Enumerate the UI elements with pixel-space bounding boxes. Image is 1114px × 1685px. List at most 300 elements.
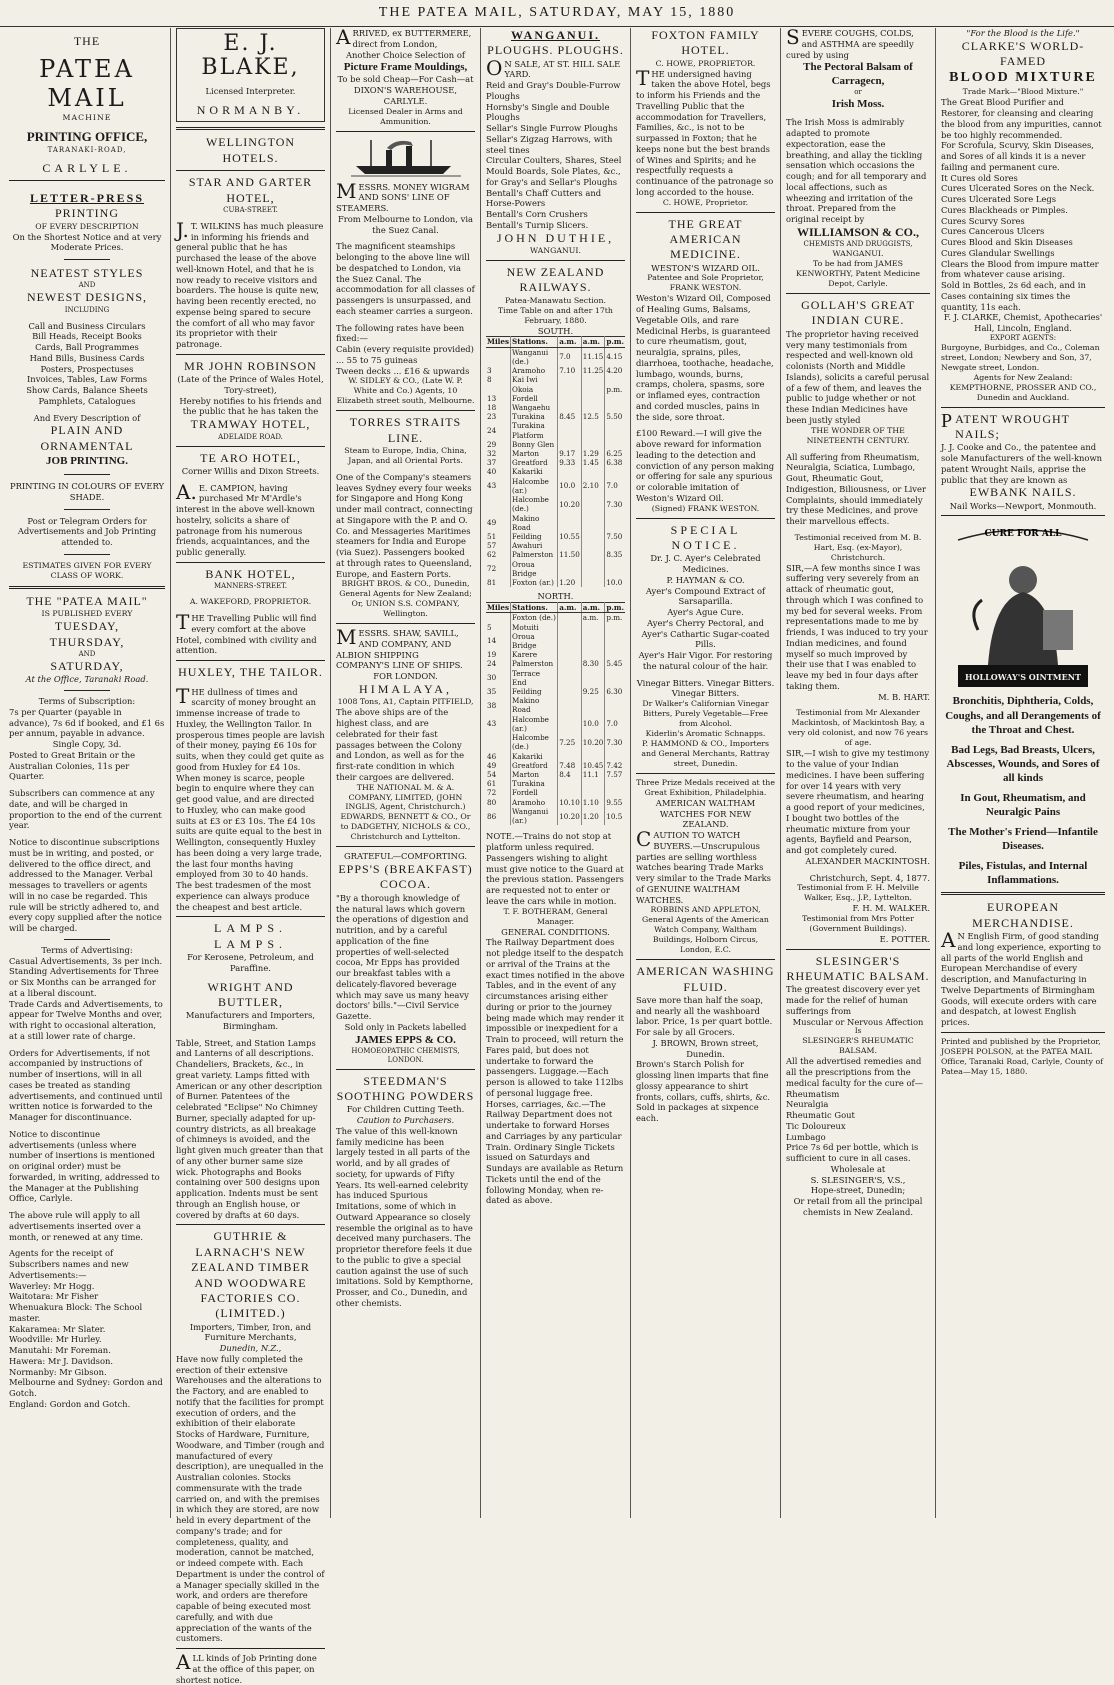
timetable-row bbox=[486, 788, 625, 797]
weston-signed: (Signed) FRANK WESTON. bbox=[651, 503, 760, 513]
column-7 bbox=[935, 28, 1110, 1518]
timetable-header bbox=[486, 603, 625, 613]
timetable-cell: Marton bbox=[511, 449, 558, 458]
cures-list bbox=[786, 1089, 930, 1143]
timetable-cell bbox=[581, 696, 605, 714]
timetable-cell: 62 bbox=[486, 550, 511, 559]
himalaya-name: HIMALAYA, bbox=[359, 681, 452, 696]
timetable-row bbox=[486, 761, 625, 770]
timetable-row bbox=[486, 650, 625, 659]
timetable-cell: 7.50 bbox=[606, 532, 623, 542]
weston-heading: WESTON'S WIZARD OIL. bbox=[651, 262, 760, 273]
timetable-cell: 9.55 bbox=[606, 797, 623, 807]
waltham-caution: CAUTION TO WATCH BUYERS.—Unscrupulous parties are selling worthless watches bearing Trade Marks very similar to the Trade Marks of GENUINE WALTHAM WATCHES. bbox=[636, 827, 771, 905]
timetable-row bbox=[486, 632, 625, 650]
timetable-cell bbox=[581, 779, 605, 788]
sold-bottles: Sold in Bottles, 2s 6d each, and in Cases containing six times the quantity, 11s each. bbox=[941, 280, 1086, 312]
timetable-row bbox=[486, 752, 625, 761]
trade-mark: Trade Mark—"Blood Mixture." bbox=[962, 87, 1084, 97]
suffering-text: All suffering from Rheumatism, Neuralgia, Sciatica, Lumbago, Gout, Rheumatic Gout, Indigestion, Biliousness, or Liver Complaints, should immediately try these Medicines, and prove their marvellous effects. bbox=[786, 451, 926, 527]
timetable-row bbox=[486, 779, 625, 788]
list-item: Reid and Gray's Double-Furrow Ploughs bbox=[486, 80, 621, 101]
timetable-row bbox=[486, 514, 625, 532]
hart-signed: M. B. HART. bbox=[878, 691, 930, 702]
adverts-text: All the advertised remedies and all the prescriptions from the medical faculty for the cure of— bbox=[786, 1056, 923, 1088]
agents-list bbox=[9, 1281, 165, 1410]
timetable-cell: 14 bbox=[486, 632, 511, 650]
timetable-cell bbox=[581, 788, 605, 797]
header-cell: Miles bbox=[487, 337, 510, 347]
timetable-row bbox=[486, 394, 625, 403]
timetable-cell bbox=[558, 541, 582, 550]
timetable-cell: Turakina bbox=[511, 779, 558, 788]
list-item: For Scrofula, Scurvy, Skin Diseases, and Sores of all kinds it is a never failing and permanent cure. bbox=[941, 140, 1094, 172]
timetable-cell: 13 bbox=[486, 394, 511, 403]
rule-text: The above rule will apply to all advertisements inserted over a month, or renewed at any time. bbox=[9, 1210, 144, 1242]
wright-manu: Manufacturers and Importers, bbox=[185, 1010, 316, 1021]
timetable-cell: 11.15 bbox=[581, 347, 605, 366]
fare-cabin: Cabin (every requisite provided) ... 55 to 75 guineas bbox=[336, 344, 474, 365]
list-item: Hand Bills, Business Cards bbox=[29, 352, 145, 363]
timetable-cell: 10.20 bbox=[581, 733, 605, 751]
the-label: THE bbox=[73, 34, 101, 48]
guthrie-heading: GUTHRIE & LARNACH'S NEW ZEALAND TIMBER AND WOODWARE FACTORIES CO. (LIMITED.) bbox=[191, 1229, 310, 1321]
or-label: or bbox=[854, 88, 862, 97]
list-item: Rheumatic Gout bbox=[786, 1110, 855, 1121]
timetable-cell: 1.45 bbox=[581, 458, 605, 467]
potter-testimonial: Testimonial from Mrs Potter (Government Buildings). bbox=[802, 914, 914, 933]
timetable-cell bbox=[581, 403, 605, 412]
timetable-cell bbox=[581, 752, 605, 761]
blood-mixture: BLOOD MIXTURE bbox=[949, 70, 1097, 86]
timetable-cell: 7.10 bbox=[558, 366, 582, 375]
timetable-cell: 23 bbox=[486, 412, 511, 421]
timetable-cell: 24 bbox=[486, 421, 511, 439]
gollah-text: The proprietor having received very many testimonials from respected and well-known old colonists (North and Middle Islands), solicits a careful perusal of a few of them, and leaves the public to judge whether or not these Indian Medicines have been justly styled bbox=[786, 328, 930, 425]
prize-medals: Three Prize Medals received at the Great Exhibition, Philadelphia. bbox=[636, 777, 775, 797]
shortest-notice: On the Shortest Notice and at very Moderate Prices. bbox=[12, 231, 162, 253]
wakeford: A. WAKEFORD, PROPRIETOR. bbox=[189, 597, 312, 607]
timetable-cell: 7.0 bbox=[606, 481, 618, 491]
guthrie-dunedin: Dunedin, N.Z., bbox=[219, 1343, 282, 1354]
job-printing: JOB PRINTING. bbox=[46, 455, 128, 468]
timetable-row bbox=[486, 347, 625, 366]
timetable-cell: 80 bbox=[486, 798, 511, 807]
steedman-text: The value of this well-known family medicine has been largely tested in all parts of the world, and by all grades of society, for upwards of Fifty Years. Its well-earned celebrity has induced Spurious Imitations, some of which in Outward Appearance so closely resemble the original as to have deceived many purchasers. The proprietor therefore feels it due to the public to give a special caution against the use of such imitations. Sold by Kempthorne, Prosser, and Co., Dunedin, and other chemists. bbox=[336, 1125, 474, 1308]
north-heading: NORTH. bbox=[537, 591, 574, 602]
lamps-for: For Kerosene, Petroleum, and Paraffine. bbox=[187, 952, 314, 973]
holloway-engraving-icon bbox=[948, 520, 1098, 690]
bank-street: MANNERS-STREET. bbox=[213, 582, 288, 591]
timetable-cell: Awahuri bbox=[511, 541, 558, 550]
list-item: Circular Coulters, Shares, Steel Mould Boards, Sole Plates, &c., for Gray's and Sellar's Ploughs bbox=[486, 155, 622, 187]
timetable-cell: Oroua Bridge bbox=[511, 560, 558, 578]
timetable-cell bbox=[581, 375, 605, 384]
irish-text: The Irish Moss is admirably adapted to promote expectoration, ease the breathing, and allay the tickling sensation which occasions the cough; and for all temporary and local affections, such as wheezing and irritation of the throat. Prepared from the original receipt by bbox=[786, 117, 927, 225]
timetable-cell: 43 bbox=[486, 477, 511, 495]
waltham-heading: AMERICAN WALTHAM WATCHES FOR NEW ZEALAND. bbox=[655, 797, 756, 830]
nails-text: J. J. Cooke and Co., the patentee and sole Manufacturers of the well-known patent Wrought Nails, apprise the public that they are known as bbox=[941, 442, 1103, 485]
wright-heading: WRIGHT AND BUTTLER, bbox=[207, 979, 294, 1009]
masthead-title: THE PATEA MAIL, SATURDAY, MAY 15, 1880 bbox=[378, 5, 736, 20]
timetable-cell: Turakina bbox=[511, 412, 558, 421]
timetable-cell: Kai Iwi bbox=[511, 375, 558, 384]
tearo-corner: Corner Willis and Dixon Streets. bbox=[181, 465, 320, 476]
edwards-agents: THE NATIONAL M. & A. COMPANY, LIMITED, (JOHN INGLIS, Agent, Christchurch.) EDWARDS, BENNETT & CO., Or to DADGETHY, NICHOLS & CO., Christchurch and Lyttelton. bbox=[340, 782, 471, 842]
timetable-cell: 6.38 bbox=[606, 458, 623, 468]
export-heading: EXPORT AGENTS: bbox=[989, 333, 1057, 342]
timetable-cell: 6.30 bbox=[606, 687, 623, 697]
timetable-cell: Motuiti bbox=[511, 623, 558, 632]
lamps-heading: LAMPS. LAMPS. bbox=[213, 921, 287, 951]
timetable-cell bbox=[605, 403, 625, 412]
blake-ad bbox=[176, 28, 325, 122]
plain-ornamental: PLAIN AND ORNAMENTAL bbox=[40, 423, 134, 453]
timetable-cell bbox=[605, 421, 625, 439]
timetable-cell: 4.20 bbox=[606, 366, 623, 376]
timetable-cell bbox=[581, 495, 605, 513]
timetable-cell bbox=[605, 752, 625, 761]
subscribers-text: Subscribers can commence at any date, and will be charged in proportion to the end of the current year. bbox=[9, 788, 162, 831]
ewbank-name: EWBANK NAILS. bbox=[969, 485, 1077, 500]
timetable-cell bbox=[558, 623, 582, 632]
timetable-cell bbox=[558, 687, 582, 696]
list-item: Cures Blackheads or Pimples. bbox=[941, 204, 1068, 215]
hammond-text: P. HAMMOND & CO., Importers and General Merchants, Rattray street, Dunedin. bbox=[641, 738, 770, 768]
weston-patentee: Patentee and Sole Proprietor, FRANK WESTON. bbox=[647, 273, 764, 293]
timetable-cell: Halcombe (ar.) bbox=[511, 477, 558, 495]
list-item: Bentall's Chaff Cutters and Horse-Powers bbox=[486, 187, 602, 209]
slesinger-heading: SLESINGER'S RHEUMATIC BALSAM. bbox=[786, 953, 930, 984]
washing-heading: AMERICAN WASHING FLUID. bbox=[636, 964, 775, 994]
posted-text: Posted to Great Britain or the Australian Colonies, 11s per Quarter. bbox=[9, 749, 136, 782]
vinegar-bitters: Vinegar Bitters. Vinegar Bitters. Vinegar Bitters. bbox=[636, 677, 775, 699]
cleanser-text: The Great Blood Purifier and Restorer, for cleansing and clearing the blood from any impurities, cannot be too highly recommended. bbox=[941, 97, 1102, 140]
timetable-cell bbox=[581, 532, 605, 541]
timetable-cell: p.m. bbox=[606, 384, 623, 394]
bronchitis-heading: Bronchitis, Diphtheria, Colds, Coughs, and all Derangements of the Throat and Chest. bbox=[945, 695, 1101, 736]
north-timetable bbox=[486, 602, 625, 825]
timetable-cell: Palmerston bbox=[511, 550, 558, 559]
timetable-cell bbox=[486, 347, 511, 366]
timetable-cell bbox=[605, 560, 625, 578]
gollah-heading: GOLLAH'S GREAT INDIAN CURE. bbox=[801, 298, 915, 328]
special-heading: SPECIAL NOTICE. bbox=[670, 522, 741, 552]
timetable-cell: 10.45 bbox=[582, 760, 604, 770]
balsam-label: SLESINGER'S RHEUMATIC BALSAM. bbox=[802, 1036, 914, 1056]
timetable-cell: Halcombe (de.) bbox=[511, 495, 558, 513]
hayman-name: P. HAYMAN & CO. bbox=[666, 574, 745, 585]
timetable-cell: 37 bbox=[486, 458, 511, 467]
timetable-cell: Foxton (ar.) bbox=[511, 578, 558, 587]
list-item: Woodville: Mr Hurley. bbox=[9, 1334, 102, 1345]
timetable-row bbox=[486, 467, 625, 476]
timetable-cell: 1.29 bbox=[581, 449, 605, 458]
list-item: Bentall's Turnip Slicers. bbox=[486, 219, 589, 230]
holloway-banner: HOLLOWAY'S OINTMENT bbox=[965, 672, 1081, 683]
guthrie-importers: Importers, Timber, Iron, and Furniture Merchants, bbox=[189, 1321, 312, 1343]
list-item: Ayer's Compound Extract of Sarsaparilla. bbox=[645, 585, 766, 607]
mackintosh-testimonial: Testimonial from Mr Alexander Mackintosh, of Mackintosh Bay, a very old colonist, and now 76 years of age. bbox=[788, 708, 928, 748]
timetable-row bbox=[486, 495, 625, 513]
campion-text: A.E. CAMPION, having purchased Mr M'Ardle's interest in the above well-known hostelry, solicits a share of patronage from his numerous friends, acquaintances, and the public generally. bbox=[176, 479, 315, 558]
day-saturday: SATURDAY, bbox=[50, 658, 124, 673]
timetable-cell bbox=[581, 632, 605, 650]
timetable-cell: 72 bbox=[486, 788, 511, 797]
foxton-heading: FOXTON FAMILY HOTEL. bbox=[651, 28, 760, 58]
timetable-cell: Greatford bbox=[511, 458, 558, 467]
timetable-cell bbox=[605, 650, 625, 659]
colours-label: PRINTING IN COLOURS OF EVERY SHADE. bbox=[9, 481, 165, 502]
ploughs-list bbox=[486, 80, 625, 231]
money-route: From Melbourne to London, via the Suez Canal. bbox=[337, 213, 474, 235]
timetable-cell: Feilding bbox=[511, 687, 558, 696]
nz-agents-heading: Agents for New Zealand: bbox=[973, 372, 1073, 382]
timetable-cell: 9.17 bbox=[558, 449, 582, 458]
timetable-cell bbox=[486, 733, 511, 751]
timetable-cell: Marton bbox=[511, 770, 558, 779]
timetable-cell bbox=[605, 467, 625, 476]
imprint: Printed and published by the Proprietor, JOSEPH POLSON, at the PATEA MAIL Office, Taranaki Road, Carlyle, County of Patea—May 15, 1880. bbox=[941, 1036, 1104, 1076]
timetable-row bbox=[486, 687, 625, 696]
foxton-text: THE undersigned having taken the above Hotel, begs to inform his Friends and the Travelling Public that the accommodation for Travellers, Families, &c., is not to be surpassed in Foxton; that he keeps none but the best brands of Wines and Spirits; and he respectfully requests a continuance of the patronage so long accorded to the house. bbox=[636, 65, 774, 197]
wright-birm: Birmingham. bbox=[222, 1020, 279, 1031]
timetable-row bbox=[486, 421, 625, 439]
timetable-cell: 54 bbox=[486, 770, 511, 779]
timetable-row bbox=[486, 669, 625, 687]
machine-label: MACHINE bbox=[62, 112, 112, 122]
timetable-cell bbox=[605, 541, 625, 550]
timetable-cell: 7.42 bbox=[606, 760, 623, 770]
railway-note: NOTE.—Trains do not stop at platform unless required. Passengers wishing to alight must give notice to the Guard at the previous station. Passengers are requested not to enter or leave the cars while in motion. bbox=[486, 831, 624, 906]
timetable-cell bbox=[558, 650, 582, 659]
washing-text: Save more than half the soap, and nearly all the washboard labor. Price, 1s per quart bottle. For sale by all Grocers. bbox=[636, 994, 773, 1038]
list-item: Sellar's Single Furrow Ploughs bbox=[486, 123, 618, 134]
timetable-cell bbox=[486, 613, 511, 623]
bright-agents: BRIGHT BROS. & CO., Dunedin, General Agents for New Zealand; Or, UNION S.S. COMPANY, Wellington. bbox=[339, 579, 472, 619]
timetable-cell: 24 bbox=[486, 659, 511, 668]
timetable-cell bbox=[581, 669, 605, 687]
timetable-cell: 81 bbox=[486, 578, 511, 587]
wilkins-text: J.T. WILKINS has much pleasure in informing his friends and general public that he has purchased the lease of the above well-known Hotel, and that he is now ready to receive visitors and boarders. The house is quite new, having been recently erected, no expense being spared to secure the comfort of all who may favor its proprietor with their patronage. bbox=[176, 217, 324, 350]
timetable-cell: 7.48 bbox=[558, 761, 582, 770]
timetable-cell bbox=[605, 514, 625, 532]
timetable-row bbox=[486, 403, 625, 412]
post-orders: Post or Telegram Orders for Advertisements and Job Printing attended to. bbox=[17, 515, 157, 548]
south-timetable bbox=[486, 336, 625, 587]
timetable-row bbox=[486, 770, 625, 779]
steedman-caution: Caution to Purchasers. bbox=[356, 1115, 455, 1126]
timetable-cell bbox=[558, 752, 582, 761]
timetable-cell: 49 bbox=[486, 514, 511, 532]
another-selection: Another Choice Selection of bbox=[345, 49, 465, 60]
hope-street: Hope-street, Dunedin; bbox=[810, 1185, 906, 1196]
timetable-cell: 5.45 bbox=[606, 659, 623, 669]
newest-heading: NEWEST DESIGNS, bbox=[26, 290, 148, 305]
list-item: Pamphlets, Catalogues bbox=[38, 395, 136, 406]
wholesale-label: Wholesale at bbox=[830, 1163, 886, 1174]
timetable-cell bbox=[605, 623, 625, 632]
timetable-cell: 8.4 bbox=[558, 770, 582, 779]
timetable-cell bbox=[605, 375, 625, 384]
timetable-cell: 8 bbox=[486, 375, 511, 384]
header-cell: a.m. bbox=[558, 603, 582, 613]
timetable-cell bbox=[486, 495, 511, 513]
timetable-cell: 9.33 bbox=[558, 458, 582, 467]
timetable-cell: 4.15 bbox=[606, 352, 623, 362]
notice2-text: Notice to discontinue advertisements (unless where number of insertions is mentioned on original order) must be forwarded, in writing, addressed to the Manager at the Publishing Office, Carlyle. bbox=[9, 1128, 160, 1204]
timetable-cell: Wanganui (ar.) bbox=[511, 807, 558, 825]
printing-office-ad bbox=[9, 28, 165, 581]
timetable-cell: 19 bbox=[486, 650, 511, 659]
timetable-row bbox=[486, 375, 625, 384]
timetable-cell: 10.0 bbox=[558, 477, 582, 495]
timetable-cell: 51 bbox=[486, 532, 511, 541]
timetable-cell bbox=[558, 613, 582, 623]
services-list bbox=[9, 321, 165, 407]
timetable-cell: 18 bbox=[486, 403, 511, 412]
timetable-cell: 38 bbox=[486, 696, 511, 714]
timetable-cell: Kakariki bbox=[511, 467, 558, 476]
mackintosh-text: SIR,—I wish to give my testimony to the value of your Indian medicines. I have been suffering for over 14 years with very severe rheumatism, and hearing a good report of your medicines, I bought two bottles of the rheumatic mixture from your agents, Bayfield and Pearson, and got completely cured. bbox=[786, 748, 930, 856]
list-item: Ayer's Ague Cure. bbox=[667, 607, 744, 618]
nail-works: Nail Works—Newport, Monmouth. bbox=[949, 500, 1097, 511]
timetable-cell bbox=[581, 394, 605, 403]
timetable-cell: 3 bbox=[486, 366, 511, 375]
blood-motto: "For the Blood is the Life." bbox=[966, 28, 1080, 38]
ayer-list bbox=[636, 586, 775, 672]
timetable-cell: 29 bbox=[486, 440, 511, 449]
sold-only: Sold only in Packets labelled bbox=[344, 1021, 467, 1032]
list-item: Tic Doloureux bbox=[786, 1120, 846, 1131]
timetable-row bbox=[486, 798, 625, 807]
timetable-cell: Halcombe (ar.) bbox=[511, 715, 558, 733]
fare-tween: Tween decks ... £16 & upwards bbox=[336, 365, 470, 376]
timetable-cell bbox=[558, 394, 582, 403]
timetable-cell bbox=[558, 403, 582, 412]
day-tuesday: TUESDAY, bbox=[54, 619, 120, 634]
price-text: Price 7s 6d per bottle, which is sufficient to cure in all cases. bbox=[786, 1142, 919, 1164]
howe-proprietor: C. HOWE, PROPRIETOR. bbox=[655, 58, 756, 68]
robinson-text: Hereby notifies to his friends and the public that he has taken the bbox=[179, 395, 322, 417]
muscular-label: Muscular or Nervous Affection bbox=[792, 1016, 924, 1027]
timetable-cell bbox=[558, 385, 582, 394]
robbins-text: ROBBINS AND APPLETON, General Agents of the American Watch Company, Waltham Buildings, Holborn Circus, London, E.C. bbox=[642, 905, 769, 955]
timetable-row bbox=[486, 733, 625, 751]
list-item: Waitotara: Mr Fisher bbox=[9, 1291, 99, 1302]
railways-section: Patea-Manawatu Section. bbox=[505, 295, 606, 305]
single-copy: Single Copy, 3d. bbox=[52, 739, 122, 750]
timetable-cell: Karere bbox=[511, 650, 558, 659]
header-cell: a.m. bbox=[581, 603, 605, 613]
timetable-cell bbox=[558, 715, 582, 733]
timetable-row bbox=[486, 385, 625, 394]
timetable-cell: 10.0 bbox=[606, 578, 623, 588]
weston-text: Weston's Wizard Oil, Composed of Healing Gums, Balsams, Vegetable Oils, and rare Medicinal Herbs, is guaranteed to cure rheumatism, gout, neuralgia, sprains, piles, diarrhoea, toothache, headache, lumbago, wounds, burns, cramps, cholera, spasms, sore or inflamed eyes, contraction and corded muscles, pains in the side, sore throat. bbox=[636, 293, 774, 422]
kiderlin-text: Kiderlin's Aromatic Schnapps. bbox=[645, 729, 766, 739]
timetable-cell: 2.10 bbox=[581, 477, 605, 495]
timetable-row bbox=[486, 366, 625, 375]
list-item: Call and Business Circulars bbox=[28, 320, 146, 331]
williamson-town: WANGANUI. bbox=[832, 249, 884, 259]
terms-heading: Terms of Subscription: bbox=[38, 696, 136, 707]
list-item: Sellar's Zigzag Harrows, with steel tines bbox=[486, 133, 613, 155]
timetable-cell: Turakina Platform bbox=[511, 421, 558, 439]
duthie-town: WANGANUI. bbox=[530, 246, 581, 256]
timetable-cell: Wangaehu bbox=[511, 403, 558, 412]
timetable-cell: 7.25 bbox=[558, 733, 582, 751]
publication-notice bbox=[9, 594, 165, 707]
timetable-cell: 43 bbox=[486, 715, 511, 733]
for-london: FOR LONDON. bbox=[373, 671, 438, 682]
timetable-cell bbox=[581, 623, 605, 632]
timetable-cell: Aramoho bbox=[511, 366, 558, 375]
trade-text: Trade Cards and Advertisements, to appear for Twelve Months and over, with right to occasional alteration, at a still lower rate of charge. bbox=[9, 998, 163, 1041]
timetable-cell: 40 bbox=[486, 467, 511, 476]
lamps-text: Table, Street, and Station Lamps and Lanterns of all descriptions. Chandeliers, Brackets, &c., in great variety. Lamps fitted with American or any other description of Burner. Patentees of the celebrated "Eclipse" No Chimney Burner, specially adapted for up-country districts, as all breakage of chimneys is avoided, and the light given much greater than that of any other burner same size wick. Photographs and Books containing over 500 designs upon application. Indents must be sent through an English house, or covered by drafts at 60 days. bbox=[176, 1037, 324, 1220]
timetable-cell: 7.0 bbox=[606, 719, 618, 729]
kenworthy-text: To be had from JAMES KENWORTHY, Patent Medicine Depot, Carlyle. bbox=[795, 259, 921, 289]
fares-heading: The following rates have been fixed:— bbox=[336, 322, 465, 344]
timetable-cell: Fordell bbox=[511, 394, 558, 403]
timetable-cell: Makino Road bbox=[511, 696, 558, 714]
list-item: Invoices, Tables, Law Forms bbox=[27, 374, 147, 385]
irish-moss: Irish Moss. bbox=[831, 98, 885, 111]
neatest-heading: NEATEST STYLES bbox=[30, 266, 144, 281]
timetable-cell: Greatford bbox=[511, 761, 558, 770]
slesinger-text: The greatest discovery ever yet made for the relief of human sufferings from bbox=[786, 984, 921, 1016]
header-cell: Stations. bbox=[511, 603, 558, 613]
general-text: The Railway Department does not pledge itself to the despatch or arrival of the Trains at the exact times notified in the above Tables, and in the event of any circumstances arising either during or prior to the journey being made which may render it impossible or inexpedient for a Train to proceed, will return the Fares paid, but does not undertake to forward the passengers. Luggage.—Each person is allowed to take 112lbs of personal luggage free. Horses, carriages, &c.—The Railway Department does not undertake to forward Horses and Carriages by any particular Train. Ordinary Single Tickets issued on Saturdays and Sundays are available as Return Tickets until the end of the following Monday, when re-dated as above. bbox=[486, 937, 625, 1206]
every-description-2: And Every Description of bbox=[33, 412, 141, 423]
arrived-text: ARRIVED, ex BUTTERMERE, direct from London, bbox=[336, 25, 472, 49]
timetable-row bbox=[486, 541, 625, 550]
including-label: INCLUDING bbox=[64, 305, 110, 314]
list-item: Whenuakura Block: The School master. bbox=[9, 1302, 143, 1323]
advertising-heading: Terms of Advertising: bbox=[41, 944, 133, 955]
list-item: Bentall's Corn Crushers bbox=[486, 209, 588, 220]
huxley-text: THE dullness of times and scarcity of money brought an immense increase of trade to Huxley, the Wellington Tailor. In prosperous times people are lavish of their money, paying £6 10s for suits, when they could get quite as good from Huxley for £4 10s. When money is scarce, people begin to enquire where they can get good value, and are directed to Huxley, who can make good suits at £3 or £3 10s. The £4 10s suits are quite equal to the best in Wellington, consequently Huxley has been doing a very large trade, the last four months having employed from 30 to 40 hands. The best tradesmen of the most experience can always produce the cheapest and best article. bbox=[176, 683, 325, 912]
list-item: Normanby: Mr Gibson. bbox=[9, 1366, 107, 1377]
timetable-cell bbox=[581, 467, 605, 476]
steedman-children: For Children Cutting Teeth. bbox=[346, 1104, 465, 1115]
header-cell: a.m. bbox=[581, 337, 605, 347]
timetable-cell bbox=[558, 421, 582, 439]
bank-heading: BANK HOTEL, bbox=[205, 566, 296, 581]
starch-text: Brown's Starch Polish for glossing linen imparts that fine glossy appearance to shirt fronts, collars, cuffs, shirts, &c. Sold in packages at sixpence each. bbox=[636, 1059, 771, 1124]
timetable-cell: 8.30 bbox=[581, 659, 605, 668]
list-item: Manutahi: Mr Foreman. bbox=[9, 1345, 111, 1356]
masthead bbox=[0, 0, 1114, 27]
terms-text: 7s per Quarter (payable in advance), 7s 6d if booked, and £1 6s per annum, payable in advance. bbox=[9, 706, 165, 739]
steamship-icon bbox=[351, 136, 461, 178]
timetable-cell: Makino Road bbox=[511, 514, 558, 532]
botheram: T. F. BOTHERAM, General Manager. bbox=[503, 906, 608, 926]
timetable-cell bbox=[558, 467, 582, 476]
himalaya-details: 1008 Tons, A1, Captain PITFIELD, bbox=[337, 697, 474, 707]
timetable-cell bbox=[605, 440, 625, 449]
header-cell: p.m. bbox=[606, 603, 624, 613]
list-item: Kakaramea: Mr Slater. bbox=[9, 1323, 106, 1334]
shaw-heading: MESSRS. SHAW, SAVILL, AND COMPANY, AND ALBION SHIPPING COMPANY'S LINE OF SHIPS. bbox=[336, 625, 463, 671]
general-heading: GENERAL CONDITIONS. bbox=[501, 926, 610, 937]
printing-label: PRINTING bbox=[55, 206, 119, 221]
office-heading: PRINTING OFFICE, bbox=[26, 128, 148, 144]
timetable-cell: 10.0 bbox=[581, 715, 605, 733]
notice-text: Notice to discontinue subscriptions must be in writing, and posted, or delivered to the office direct, and addressed to the Manager. Verbal messages to travellers or agents will in no case be regarded. This rule will be strictly adhered to, and every copy supplied after the notice will be charged. bbox=[9, 837, 162, 934]
wellington-heading: WELLINGTON HOTELS. bbox=[205, 135, 296, 165]
epps-text: "By a thorough knowledge of the natural laws which govern the operations of digestion and nutrition, and by a careful application of the fine properties of well-selected cocoa, Mr Epps has provided our breakfast tables with a delicately-flavored beverage which may save us many heavy doctors' bills."—Civil Service Gazette. bbox=[336, 892, 469, 1022]
